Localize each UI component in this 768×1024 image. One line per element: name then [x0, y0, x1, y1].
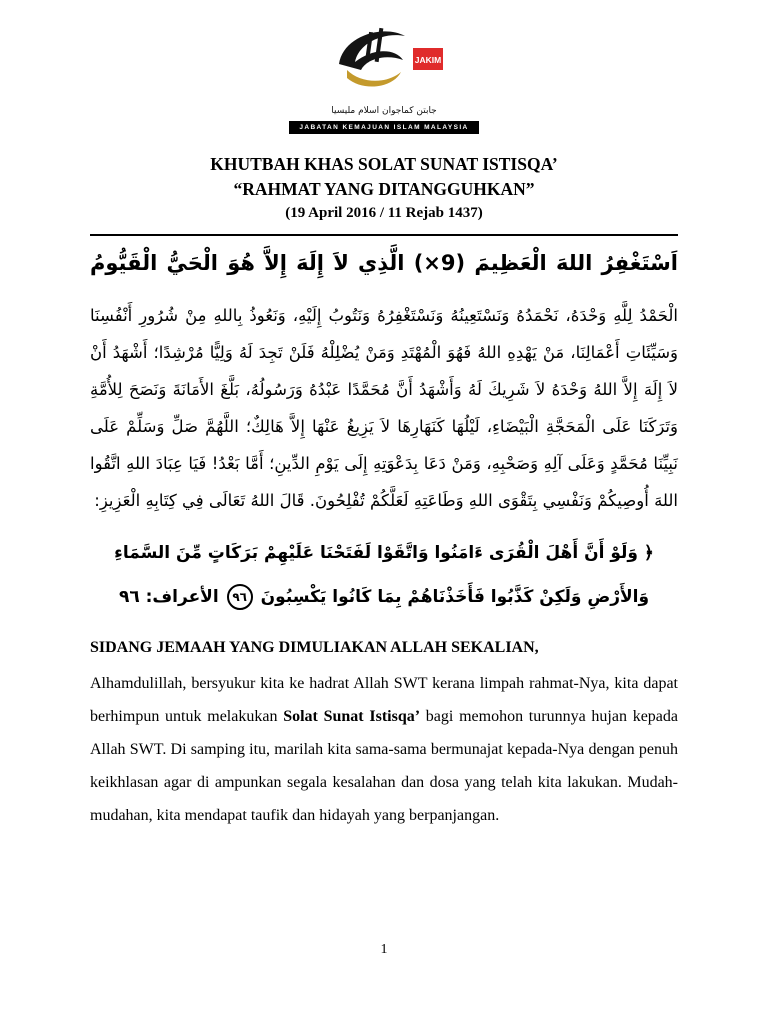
jakim-logo-art [323, 20, 445, 105]
org-name-bar: JABATAN KEMAJUAN ISLAM MALAYSIA [289, 121, 478, 134]
jawi-calligraphy-line: جابتن كماجوان اسلام مليسيا [331, 106, 437, 116]
quran-verse-text: ﴿ وَلَوْ أَنَّ أَهْلَ الْقُرَى ءَامَنُوا وَاتَّقَوْا لَفَتَحْنَا عَلَيْهِمْ بَرَكَاتٍ مِّنَ السَّمَاءِ وَالأَرْضِ وَلَكِنْ كَذَّبُوا فَأَخَذْنَاهُمْ بِمَا كَانُوا يَكْسِبُونَ [114, 542, 654, 607]
sermon-heading: SIDANG JEMAAH YANG DIMULIAKAN ALLAH SEKALIAN, [90, 638, 539, 656]
verse-reference: الأعراف: ٩٦ [118, 586, 219, 607]
bold-term: Solat Sunat Istisqa’ [283, 707, 421, 725]
sermon-paragraph [90, 667, 678, 832]
khutbah-subtitle: “RAHMAT YANG DITANGGUHKAN” [233, 179, 535, 200]
ayah-end-marker: ٩٦ [227, 584, 253, 610]
khutbah-date: (19 April 2016 / 11 Rejab 1437) [285, 204, 483, 221]
jakim-calligraphy-icon [323, 20, 445, 100]
paragraph-text-before: Alhamdulillah, bersyukur kita ke hadrat Allah SWT kerana limpah rahmat-Nya, kita dapat berhimpun untuk melakukan [90, 674, 678, 725]
quran-verse [100, 531, 668, 619]
istighfar-line: اَسْتَغْفِرُ اللهَ الْعَظِيمَ (9×) الَّذِي لاَ إِلَهَ إِلاَّ هُوَ الْحَيُّ الْقَيُّومُ [90, 250, 679, 275]
gold-crescent-icon [347, 70, 401, 87]
paragraph-text-after: bagi memohon turunnya hujan kepada Allah SWT. Di samping itu, marilah kita sama-sama bermunajat kepada-Nya dengan penuh keikhlasan agar di ampunkan segala kesalahan dan dosa yang telah kita lakukan. Mudah-mudahan, kita mendapat taufik dan hidayah yang berpanjangan. [90, 707, 679, 824]
page-number: 1 [380, 942, 388, 957]
khutbah-title: KHUTBAH KHAS SOLAT SUNAT ISTISQA’ [210, 154, 558, 174]
title-divider [90, 234, 678, 236]
khutbah-opening-arabic: الْحَمْدُ لِلَّهِ وَحْدَهُ، نَحْمَدُهُ وَنَسْتَعِينُهُ وَنَسْتَغْفِرُهُ وَنَتُوبُ إِلَيْهِ، وَنَعُوذُ بِاللهِ مِنْ شُرُورِ أَنْفُسِنَا وَسَيِّئَاتِ أَعْمَالِنَا، مَنْ يَهْدِهِ اللهُ فَهُوَ الْمُهْتَدِ وَمَنْ يُضْلِلْهُ فَلَنْ تَجِدَ لَهُ وَلِيًّا مُرْشِدًا؛ أَشْهَدُ أَنْ لاَ إِلَهَ إِلاَّ اللهُ وَحْدَهُ لاَ شَرِيكَ لَهُ وَأَشْهَدُ أَنَّ مُحَمَّدًا عَبْدُهُ وَرَسُولُهُ، بَلَّغَ الأَمَانَةَ وَنَصَحَ لِلأُمَّةِ وَتَرَكَنَا عَلَى الْمَحَجَّةِ الْبَيْضَاءِ، لَيْلُهَا كَنَهَارِهَا لاَ يَزِيغُ عَنْهَا إِلاَّ هَالِكٌ؛ اللَّهُمَّ صَلِّ وَسَلِّمْ عَلَى نَبِيِّنَا مُحَمَّدٍ وَعَلَى آلِهِ وَصَحْبِهِ، وَمَنْ دَعَا بِدَعْوَتِهِ إِلَى يَوْمِ الدِّينِ؛ أَمَّا بَعْدُ! فَيَا عِبَادَ اللهِ اتَّقُوا اللهَ أُوصِيكُمْ وَنَفْسِي بِتَقْوَى اللهِ وَطَاعَتِهِ لَعَلَّكُمْ تُفْلِحُونَ. قَالَ اللهُ تَعَالَى فِي كِتَابِهِ الْعَزِيزِ: [90, 305, 678, 510]
jakim-badge [413, 48, 443, 70]
title-block [90, 152, 678, 225]
jakim-badge-label: JAKIM [414, 55, 442, 65]
jakim-logo [90, 20, 678, 134]
